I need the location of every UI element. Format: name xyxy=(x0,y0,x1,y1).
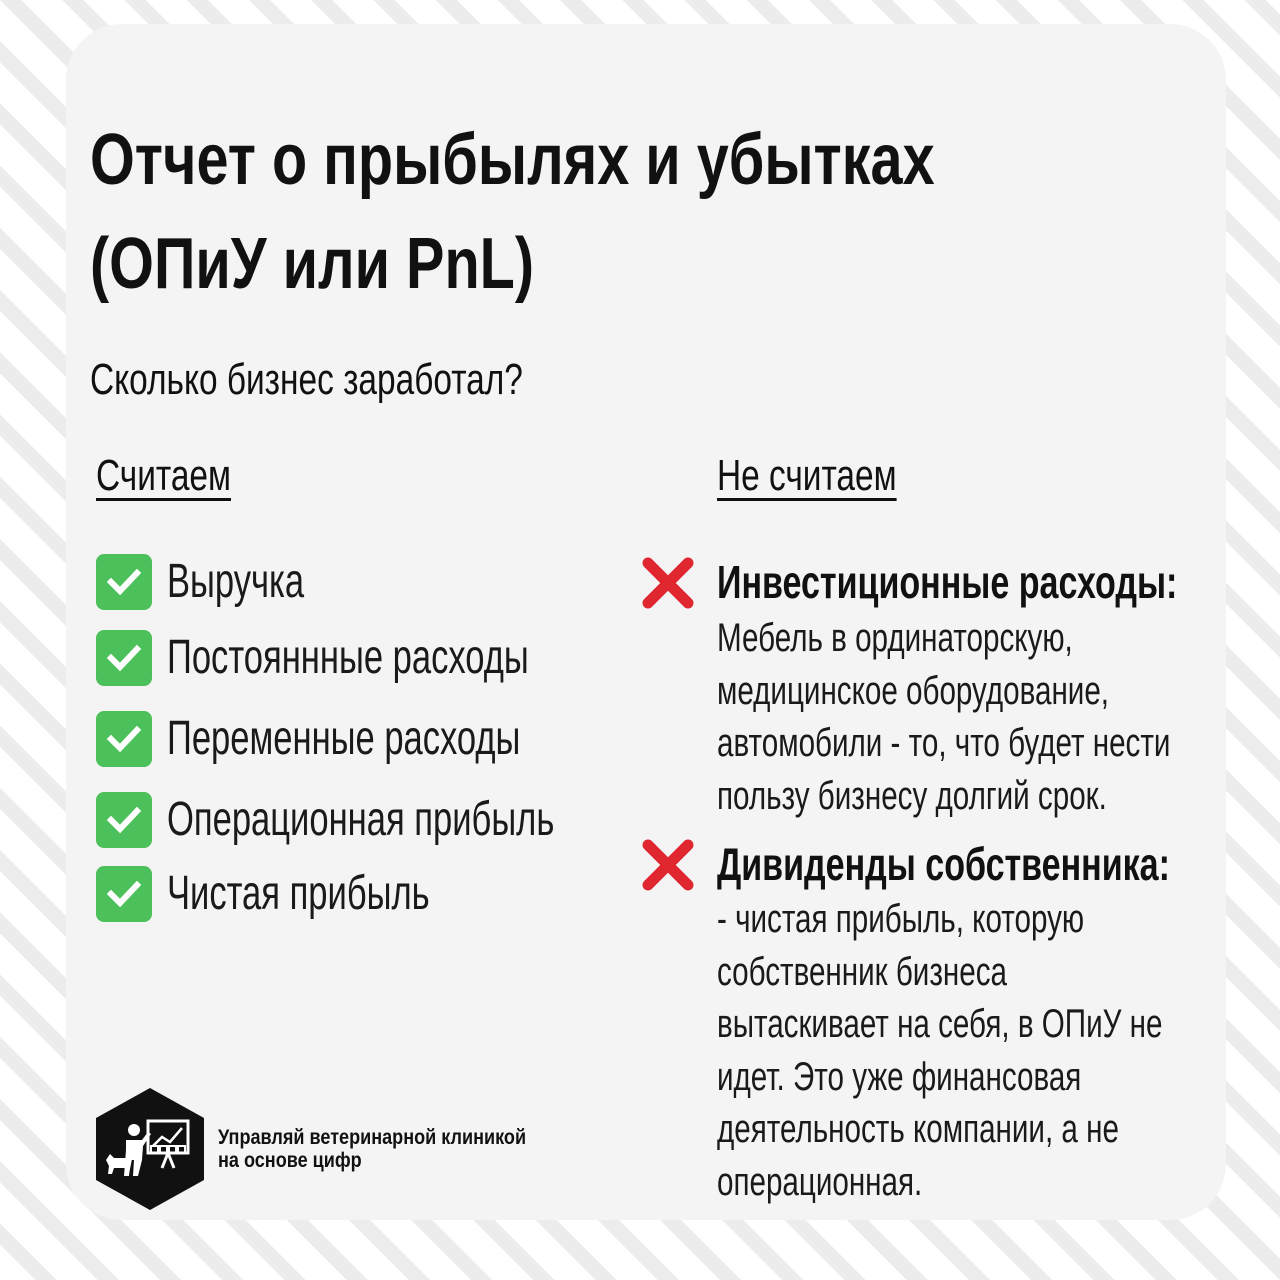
investment-expenses-heading: Инвестиционные расходы: xyxy=(717,556,1178,608)
page-title xyxy=(90,108,970,316)
check-mark-icon xyxy=(96,866,152,922)
list-item-label: Переменные расходы xyxy=(167,712,521,765)
text-line: вытаскивает на себя, в ОПиУ не xyxy=(717,1002,1163,1046)
check-mark-icon xyxy=(96,630,152,686)
text-line: пользу бизнесу долгий срок. xyxy=(717,773,1107,818)
text-line: медицинское оборудование, xyxy=(717,668,1110,713)
text-line: автомобили - то, что будет нести xyxy=(717,721,1171,765)
check-mark-icon xyxy=(96,554,152,610)
text-line: деятельность компании, а не xyxy=(717,1107,1119,1151)
text-line: Мебель в ординаторскую, xyxy=(717,616,1073,660)
cross-mark-icon xyxy=(640,555,696,611)
list-item-label: Постояннные расходы xyxy=(167,631,529,684)
cross-mark-icon xyxy=(640,837,696,893)
text-line: идет. Это уже финансовая xyxy=(717,1054,1082,1099)
check-mark-icon xyxy=(96,792,152,848)
brand-tagline xyxy=(218,1126,526,1172)
check-mark-icon xyxy=(96,711,152,767)
subtitle: Сколько бизнес заработал? xyxy=(90,355,523,404)
list-item-label: Чистая прибыль xyxy=(167,867,430,920)
brand-tagline-line: Управляй ветеринарной клиникой xyxy=(218,1126,527,1149)
list-item-label: Выручка xyxy=(167,555,305,608)
owner-dividends-text xyxy=(717,893,1162,1208)
counted-column-heading: Считаем xyxy=(96,451,232,500)
vet-clinic-logo-icon xyxy=(96,1088,204,1210)
text-line: - чистая прибыль, которую xyxy=(717,897,1085,941)
not-counted-column-heading: Не считаем xyxy=(717,451,897,500)
owner-dividends-heading: Дивиденды собственника: xyxy=(717,838,1170,890)
brand-tagline-line: на основе цифр xyxy=(218,1149,362,1172)
list-item-label: Операционная прибыль xyxy=(167,793,555,846)
investment-expenses-text xyxy=(717,612,1170,822)
text-line: собственник бизнеса xyxy=(717,949,1007,994)
title-line: (ОПиУ или PnL) xyxy=(90,224,535,304)
text-line: операционная. xyxy=(717,1159,923,1204)
title-line: Отчет о прыбылях и убытках xyxy=(90,120,935,200)
